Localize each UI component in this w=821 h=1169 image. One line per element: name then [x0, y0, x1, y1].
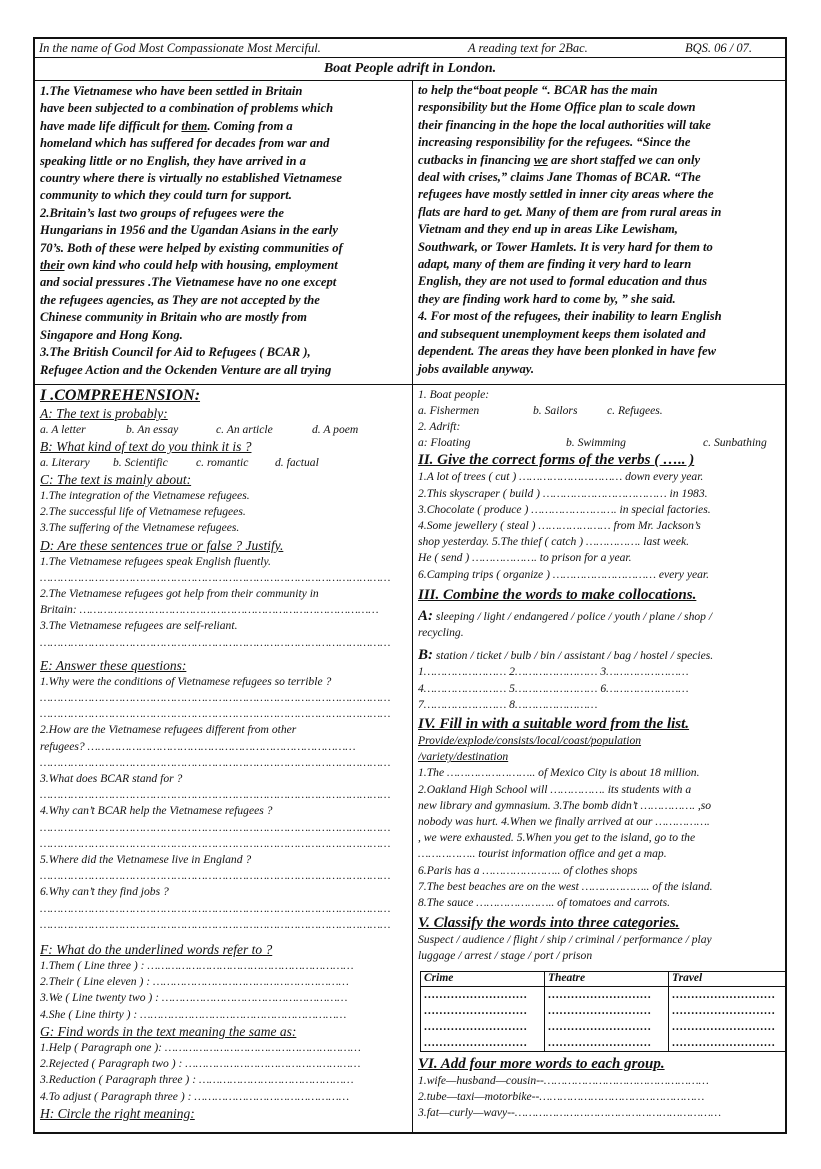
question-line: 2.How are the Vietnamese refugees different from other — [40, 723, 297, 737]
exercise-line[interactable]: 6.Camping trips ( organize ) ………………………… every year. — [418, 567, 710, 581]
question-line: 3.The Vietnamese refugees are self-reliant. — [40, 619, 238, 633]
question-line[interactable]: ………………………………………………………………………………………… — [40, 901, 391, 915]
passage-line: Vietnam and they end up in areas Like Lewisham, — [418, 222, 678, 237]
exercise-line[interactable]: 2.Oakland High School will ……………. its students with a — [418, 782, 692, 796]
option[interactable]: a. A letter — [40, 423, 86, 436]
option[interactable]: c. romantic — [196, 456, 249, 469]
option[interactable]: c. Refugees. — [607, 404, 663, 418]
section-d-title: D: Are these sentences true or false ? Justify. — [40, 537, 284, 553]
section-f-title: F: What do the underlined words refer to ? — [40, 942, 273, 958]
exercise-line[interactable]: 2.tube—taxi—motorbike--………………………………………… — [418, 1090, 705, 1104]
passage-line: 70’s. Both of these were helped by existing communities of — [40, 240, 343, 255]
passage-line: country where there is virtually no established Vietnamese — [40, 171, 342, 186]
h1-options — [418, 403, 782, 419]
blank-lines: ……………………… ……………………… ……………………… ……………………… — [424, 989, 528, 1049]
option[interactable]: b. Sailors — [533, 404, 578, 418]
passage-line: cutbacks in financing we are short staffed we can only — [418, 152, 701, 167]
passage-line: and social pressures .The Vietnamese have no one except — [40, 275, 337, 290]
question-line: 1.Why were the conditions of Vietnamese refugees so terrible ? — [40, 674, 332, 688]
option: 3.The suffering of the Vietnamese refugees. — [40, 521, 240, 535]
section-iv-title: IV. Fill in with a suitable word from the list. — [418, 716, 690, 733]
col-crime: Crime — [421, 972, 545, 987]
question-line: 2.The Vietnamese refugees got help from their community in — [40, 587, 319, 601]
section-a-title: A: The text is probably: — [40, 406, 168, 421]
exercises-block — [418, 387, 782, 965]
question-line[interactable]: ………………………………………………………………………………………… — [40, 917, 391, 931]
section-vi-title: VI. Add four more words to each group. — [418, 1056, 665, 1072]
question-line[interactable]: ………………………………………………………………………………………… — [40, 820, 391, 834]
col-theatre: Theatre — [545, 972, 669, 987]
exercise-line[interactable]: shop yesterday. 5.The thief ( catch ) ……………. last week. — [418, 535, 690, 549]
passage-line: Southwark, or Tower Hamlets. It is very hard for them to — [418, 239, 713, 254]
option[interactable]: d. factual — [275, 456, 319, 469]
passage-line: Hungarians in 1956 and the Ugandan Asians in the early — [40, 223, 339, 238]
question-line[interactable]: 3.We ( Line twenty two ) : ……………………………………………… — [40, 991, 348, 1005]
option[interactable]: a: Floating — [418, 436, 471, 450]
exercise-line[interactable]: 8.The sauce ………………….. of tomatoes and carrots. — [418, 896, 671, 910]
crime-cell[interactable] — [421, 987, 545, 1052]
option[interactable]: a. Literary — [40, 456, 90, 469]
question-line: 6.Why can’t they find jobs ? — [40, 885, 169, 899]
iii-a-words: sleeping / light / endangered / police / youth / plane / shop / — [435, 609, 713, 623]
exercise-line[interactable]: 7.The best beaches are on the west ……………….. of the island. — [418, 879, 713, 893]
section-a-options — [40, 422, 408, 438]
h1-question: 1. Boat people: — [418, 388, 490, 401]
v-words-cont: luggage / arrest / stage / port / prison — [418, 949, 593, 963]
passage-line: have been subjected to a combination of problems which — [40, 101, 334, 116]
option[interactable]: d. A poem — [312, 423, 359, 436]
passage-line: homeland which has suffered for decades from war and — [40, 136, 330, 151]
option[interactable]: b. Swimming — [566, 436, 626, 450]
question-line[interactable]: ………………………………………………………………………………………… — [40, 707, 391, 721]
question-line[interactable]: ………………………………………………………………………………………… — [40, 869, 391, 883]
exercise-line[interactable]: He ( send ) ………………. to prison for a year. — [418, 551, 632, 565]
section-b-options — [40, 455, 408, 471]
passage-line: English, they are not used to formal education and thus — [418, 274, 708, 289]
exercise-line: , we were exhausted. 5.When you get to the island, go to the — [418, 831, 696, 845]
question-line[interactable]: ………………………………………………………………………………………… — [40, 788, 391, 802]
section-b-title: B: What kind of text do you think it is ? — [40, 439, 252, 454]
iii-b-line — [418, 647, 782, 664]
section-h-title: H: Circle the right meaning: — [40, 1105, 195, 1121]
comprehension-heading: I .COMPREHENSION: — [40, 387, 201, 404]
iii-a-label: A: — [418, 607, 433, 624]
question-line[interactable]: refugees? …………………………………………………………………… — [40, 739, 356, 753]
question-line[interactable]: 3.Reduction ( Paragraph three ) : ……………………………………… — [40, 1073, 354, 1087]
question-line: 5.Where did the Vietnamese live in England ? — [40, 853, 252, 867]
section-c-title: C: The text is mainly about: — [40, 472, 192, 487]
passage-line: refugees have mostly settled in inner city areas where the — [418, 187, 714, 202]
exercise-line[interactable]: 1.A lot of trees ( cut ) ………………………… down every year. — [418, 470, 704, 484]
section-divider-right — [413, 384, 785, 385]
exercise-line[interactable]: nobody was hurt. 4.When we finally arrived at our ……………. — [418, 815, 710, 829]
section-vi — [418, 1055, 782, 1122]
iv-word-list-cont: /variety/destination — [418, 750, 509, 764]
question-line[interactable]: ………………………………………………………………………………………… — [40, 635, 391, 649]
passage-line: Chinese community in Britain who are mostly from — [40, 310, 307, 325]
question-line[interactable]: 1.Them ( Line three ) : …………………………………………………… — [40, 959, 354, 973]
option: 2.The successful life of Vietnamese refugees. — [40, 505, 246, 519]
section-v-title: V. Classify the words into three categories. — [418, 915, 680, 932]
exercise-line[interactable]: 2.This skyscraper ( build ) ……………………………… in 1983. — [418, 486, 708, 500]
option[interactable]: c. Sunbathing — [703, 436, 767, 450]
exercise-line[interactable]: 4.Some jewellery ( steal ) ………………… from Mr. Jackson’s — [418, 519, 701, 533]
exercise-line[interactable]: new library and gymnasium. 3.The bomb didn’t ……………. ,so — [418, 798, 712, 812]
answer-line[interactable]: 4…………………… 5…………………… 6…………………… — [418, 681, 689, 695]
col-travel: Travel — [669, 972, 786, 987]
question-line[interactable]: 1.Help ( Paragraph one ): ………………………………………………… — [40, 1040, 361, 1054]
passage-line: Refugee Action and the Ockenden Venture are all trying — [40, 362, 332, 377]
passage-line: Singapore and Hong Kong. — [40, 327, 183, 342]
passage-line: 2.Britain’s last two groups of refugees were the — [40, 205, 284, 220]
theatre-cell[interactable] — [545, 987, 669, 1052]
passage-line: jobs available anyway. — [418, 361, 535, 376]
section-divider-left — [35, 384, 412, 385]
passage-line: speaking little or no English, they have arrived in a — [40, 153, 306, 168]
question-line: 4.Why can’t BCAR help the Vietnamese refugees ? — [40, 804, 273, 818]
exercise-line[interactable]: 3.fat—curly—wavy--…………………………………………………… — [418, 1106, 722, 1120]
passage-line: their own kind who could help with housing, employment — [40, 258, 338, 273]
comprehension-block — [40, 387, 408, 1122]
passage-line: their financing in the hope the local authorities will take — [418, 117, 711, 132]
question-line[interactable]: ………………………………………………………………………………………… — [40, 570, 391, 584]
exercise-line[interactable]: 3.Chocolate ( produce ) ……………………. in special factories. — [418, 502, 711, 516]
option[interactable]: a. Fishermen — [418, 404, 480, 418]
passage-line: 3.The British Council for Aid to Refugees ( BCAR ), — [40, 345, 311, 360]
iv-word-list: Provide/explode/consists/local/coast/population — [418, 734, 642, 748]
question-line: 3.What does BCAR stand for ? — [40, 772, 183, 786]
passage-line: dependent. The areas they have been plonked in have few — [418, 344, 717, 359]
question-line[interactable]: ………………………………………………………………………………………… — [40, 836, 391, 850]
header-bar — [35, 39, 785, 58]
passage-line: responsibility but the Home Office plan to scale down — [418, 100, 696, 115]
section-e-title: E: Answer these questions: — [40, 657, 187, 673]
passage-line: to help the“boat people “. BCAR has the main — [418, 83, 658, 97]
exercise-line[interactable]: 6.Paris has a ………………….. of clothes shops — [418, 863, 638, 877]
blank-lines: ……………………… ……………………… ……………………… ……………………… — [548, 989, 652, 1049]
iii-b-words: station / ticket / bulb / bin / assistant / bag / hostel / species. — [435, 649, 714, 663]
passage-line: the refugees agencies, as They are not accepted by the — [40, 292, 320, 307]
header-right: BQS. 06 / 07. — [685, 41, 753, 55]
question-line[interactable]: 4.She ( Line thirty ) : …………………………………………………… — [40, 1007, 347, 1021]
passage-line: 1.The Vietnamese who have been settled in Britain — [40, 84, 303, 98]
passage-line: deal with crises,” claims Jane Thomas of BCAR. “The — [418, 170, 701, 185]
question-line[interactable]: 2.Rejected ( Paragraph two ) : …………………………………………… — [40, 1057, 361, 1071]
passage-left — [40, 83, 408, 379]
option: 1.The integration of the Vietnamese refugees. — [40, 489, 250, 502]
option[interactable]: b. Scientific — [113, 456, 168, 469]
header-left: In the name of God Most Compassionate Most Merciful. — [39, 41, 321, 55]
question-line[interactable]: ………………………………………………………………………………………… — [40, 755, 391, 769]
classify-table — [420, 971, 786, 1052]
iii-a-words-cont: recycling. — [418, 626, 464, 640]
section-iii-title: III. Combine the words to make collocations. — [418, 586, 697, 603]
passage-line: and subsequent unemployment keeps them isolated and — [418, 326, 706, 341]
v-words: Suspect / audience / flight / ship / criminal / performance / play — [418, 933, 712, 947]
iii-a-line — [418, 608, 782, 625]
travel-cell[interactable] — [669, 987, 786, 1052]
section-ii-title: II. Give the correct forms of the verbs ( ….. ) — [418, 452, 695, 469]
h2-options — [418, 435, 782, 451]
question-line: 1.The Vietnamese refugees speak English fluently. — [40, 554, 271, 568]
passage-line: increasing responsibility for the refugees. “Since the — [418, 135, 691, 150]
worksheet-page — [33, 37, 787, 1134]
question-line[interactable]: 4.To adjust ( Paragraph three ) : ……………………………………… — [40, 1089, 349, 1103]
question-line[interactable]: 2.Their ( Line eleven ) : ………………………………………………… — [40, 975, 349, 989]
passage-line: have made life difficult for them. Coming from a — [40, 118, 293, 133]
page-title: Boat People adrift in London. — [35, 58, 785, 81]
answer-line[interactable]: 7…………………… 8…………………… — [418, 697, 598, 711]
passage-line: community to which they could turn for support. — [40, 188, 292, 203]
answer-line[interactable]: 1…………………… 2…………………… 3…………………… — [418, 665, 689, 679]
header-mid: A reading text for 2Bac. — [468, 41, 588, 55]
passage-line: adapt, many of them are finding it very hard to learn — [418, 257, 692, 272]
exercise-line[interactable]: 1.The …………………….. of Mexico City is about 18 million. — [418, 766, 700, 780]
h2-question: 2. Adrift: — [418, 420, 461, 434]
column-divider — [412, 81, 413, 1133]
iii-b-label: B: — [418, 647, 433, 664]
option[interactable]: c. An article — [216, 423, 273, 436]
passage-right — [418, 82, 782, 378]
passage-line: flats are hard to get. Many of them are from rural areas in — [418, 204, 722, 219]
passage-line: 4. For most of the refugees, their inability to learn English — [418, 309, 722, 324]
question-line[interactable]: Britain: …………………………………………………………………………… — [40, 603, 379, 617]
option[interactable]: b. An essay — [126, 423, 179, 436]
exercise-line[interactable]: …………….. tourist information office and get a map. — [418, 847, 667, 861]
passage-line: they are finding work hard to come by, ” she said. — [418, 291, 676, 306]
exercise-line[interactable]: 1.wife—husband—cousin--………………………………………… — [418, 1074, 709, 1087]
question-line[interactable]: ………………………………………………………………………………………… — [40, 691, 391, 705]
section-g-title: G: Find words in the text meaning the same as: — [40, 1023, 297, 1039]
blank-lines: ……………………… ……………………… ……………………… ……………………… — [672, 989, 776, 1049]
